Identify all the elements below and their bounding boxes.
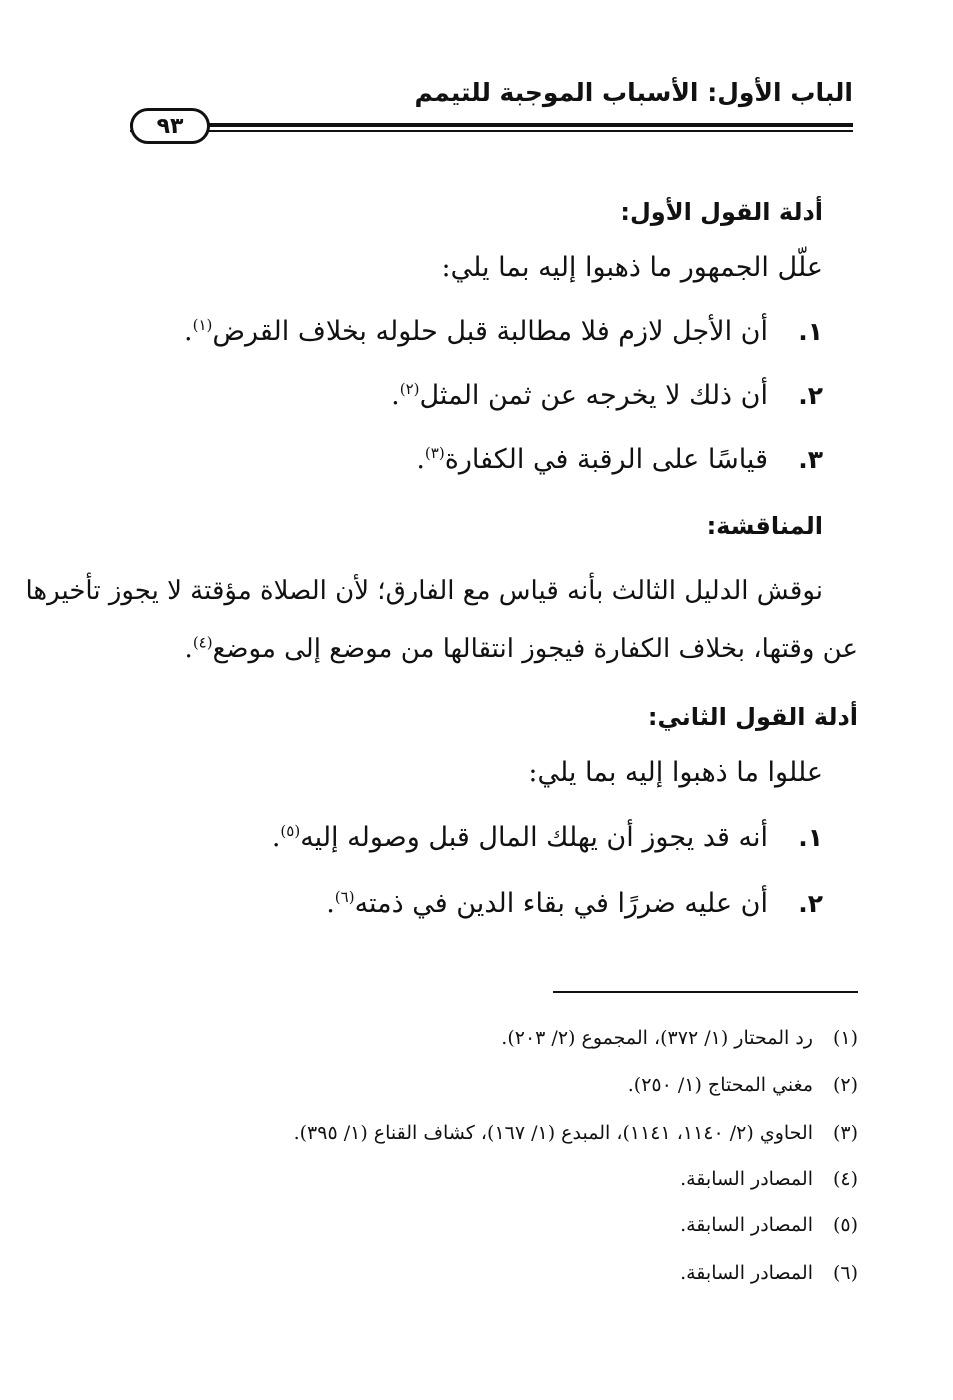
discussion-line-1: نوقش الدليل الثالث بأنه قياس مع الفارق؛ لأن الصلاة مؤقتة لا يجوز تأخيرها xyxy=(25,576,823,606)
footnote-2 xyxy=(628,1074,858,1096)
footnote-text: المصادر السابقة. xyxy=(680,1168,813,1190)
section2-item-2 xyxy=(326,888,823,920)
footnote-text: مغني المحتاج (١/ ٢٥٠). xyxy=(627,1074,813,1096)
footnote-text: المصادر السابقة. xyxy=(680,1262,813,1284)
item-number: ٢. xyxy=(798,381,823,410)
discussion-line-2 xyxy=(185,634,858,665)
page-number: ٩٣ xyxy=(130,108,210,144)
discussion-end: . xyxy=(184,634,193,664)
item-end: . xyxy=(391,380,400,411)
item-end: . xyxy=(271,822,281,853)
section1-heading: أدلة القول الأول: xyxy=(620,198,823,226)
footnote-ref[interactable]: (٢) xyxy=(399,380,420,398)
section1-intro: علّل الجمهور ما ذهبوا إليه بما يلي: xyxy=(441,252,823,283)
item-number: ١. xyxy=(798,823,823,852)
discussion-heading: المناقشة: xyxy=(706,512,823,540)
footnote-1 xyxy=(501,1027,858,1049)
header-rule-thin xyxy=(130,130,853,132)
footnote-ref[interactable]: (٥) xyxy=(280,822,301,840)
item-number: ٢. xyxy=(798,889,823,918)
item-number: ٣. xyxy=(798,445,823,474)
footnote-5 xyxy=(680,1214,858,1236)
section2-item-1 xyxy=(272,822,823,854)
footnote-ref[interactable]: (٤) xyxy=(192,633,213,652)
item-end: . xyxy=(326,888,335,919)
footnote-separator xyxy=(553,991,858,993)
footnote-number: (٦) xyxy=(832,1262,858,1284)
footnote-number: (٤) xyxy=(832,1168,858,1190)
section1-item-2 xyxy=(391,380,823,412)
footnote-4 xyxy=(680,1168,858,1190)
item-number: ١. xyxy=(798,317,823,346)
footnote-ref[interactable]: (٦) xyxy=(334,888,355,906)
footnote-text: رد المحتار (١/ ٣٧٢)، المجموع (٢/ ٢٠٣). xyxy=(501,1027,813,1049)
section1-item-1 xyxy=(184,316,823,348)
footnote-text: المصادر السابقة. xyxy=(680,1214,813,1236)
running-title: الباب الأول: الأسباب الموجبة للتيمم xyxy=(414,78,853,107)
section1-item-3 xyxy=(416,444,823,476)
footnote-ref[interactable]: (١) xyxy=(192,316,213,334)
footnote-number: (٢) xyxy=(832,1074,858,1096)
item-text: أن الأجل لازم فلا مطالبة قبل حلوله بخلاف القرض xyxy=(212,316,768,347)
header-rule-thick xyxy=(130,123,853,127)
footnote-6 xyxy=(680,1262,858,1284)
header-rule xyxy=(130,120,853,134)
footnote-number: (١) xyxy=(832,1027,858,1049)
section2-heading: أدلة القول الثاني: xyxy=(647,703,858,731)
item-end: . xyxy=(183,316,193,347)
footnote-3 xyxy=(294,1122,858,1144)
item-text: أنه قد يجوز أن يهلك المال قبل وصوله إليه xyxy=(300,822,768,853)
footnote-text: الحاوي (٢/ ١١٤٠، ١١٤١)، المبدع (١/ ١٦٧)، كشاف القناع (١/ ٣٩٥). xyxy=(293,1122,813,1144)
footnote-number: (٥) xyxy=(832,1214,858,1236)
item-text: قياسًا على الرقبة في الكفارة xyxy=(444,444,768,475)
item-end: . xyxy=(416,444,425,475)
footnote-number: (٣) xyxy=(832,1122,858,1144)
section2-intro: عللوا ما ذهبوا إليه بما يلي: xyxy=(528,757,823,788)
item-text: أن ذلك لا يخرجه عن ثمن المثل xyxy=(419,380,768,411)
discussion-line-2-text: عن وقتها، بخلاف الكفارة فيجوز انتقالها من موضع إلى موضع xyxy=(212,634,858,664)
footnote-ref[interactable]: (٣) xyxy=(424,444,445,462)
item-text: أن عليه ضررًا في بقاء الدين في ذمته xyxy=(354,888,768,919)
